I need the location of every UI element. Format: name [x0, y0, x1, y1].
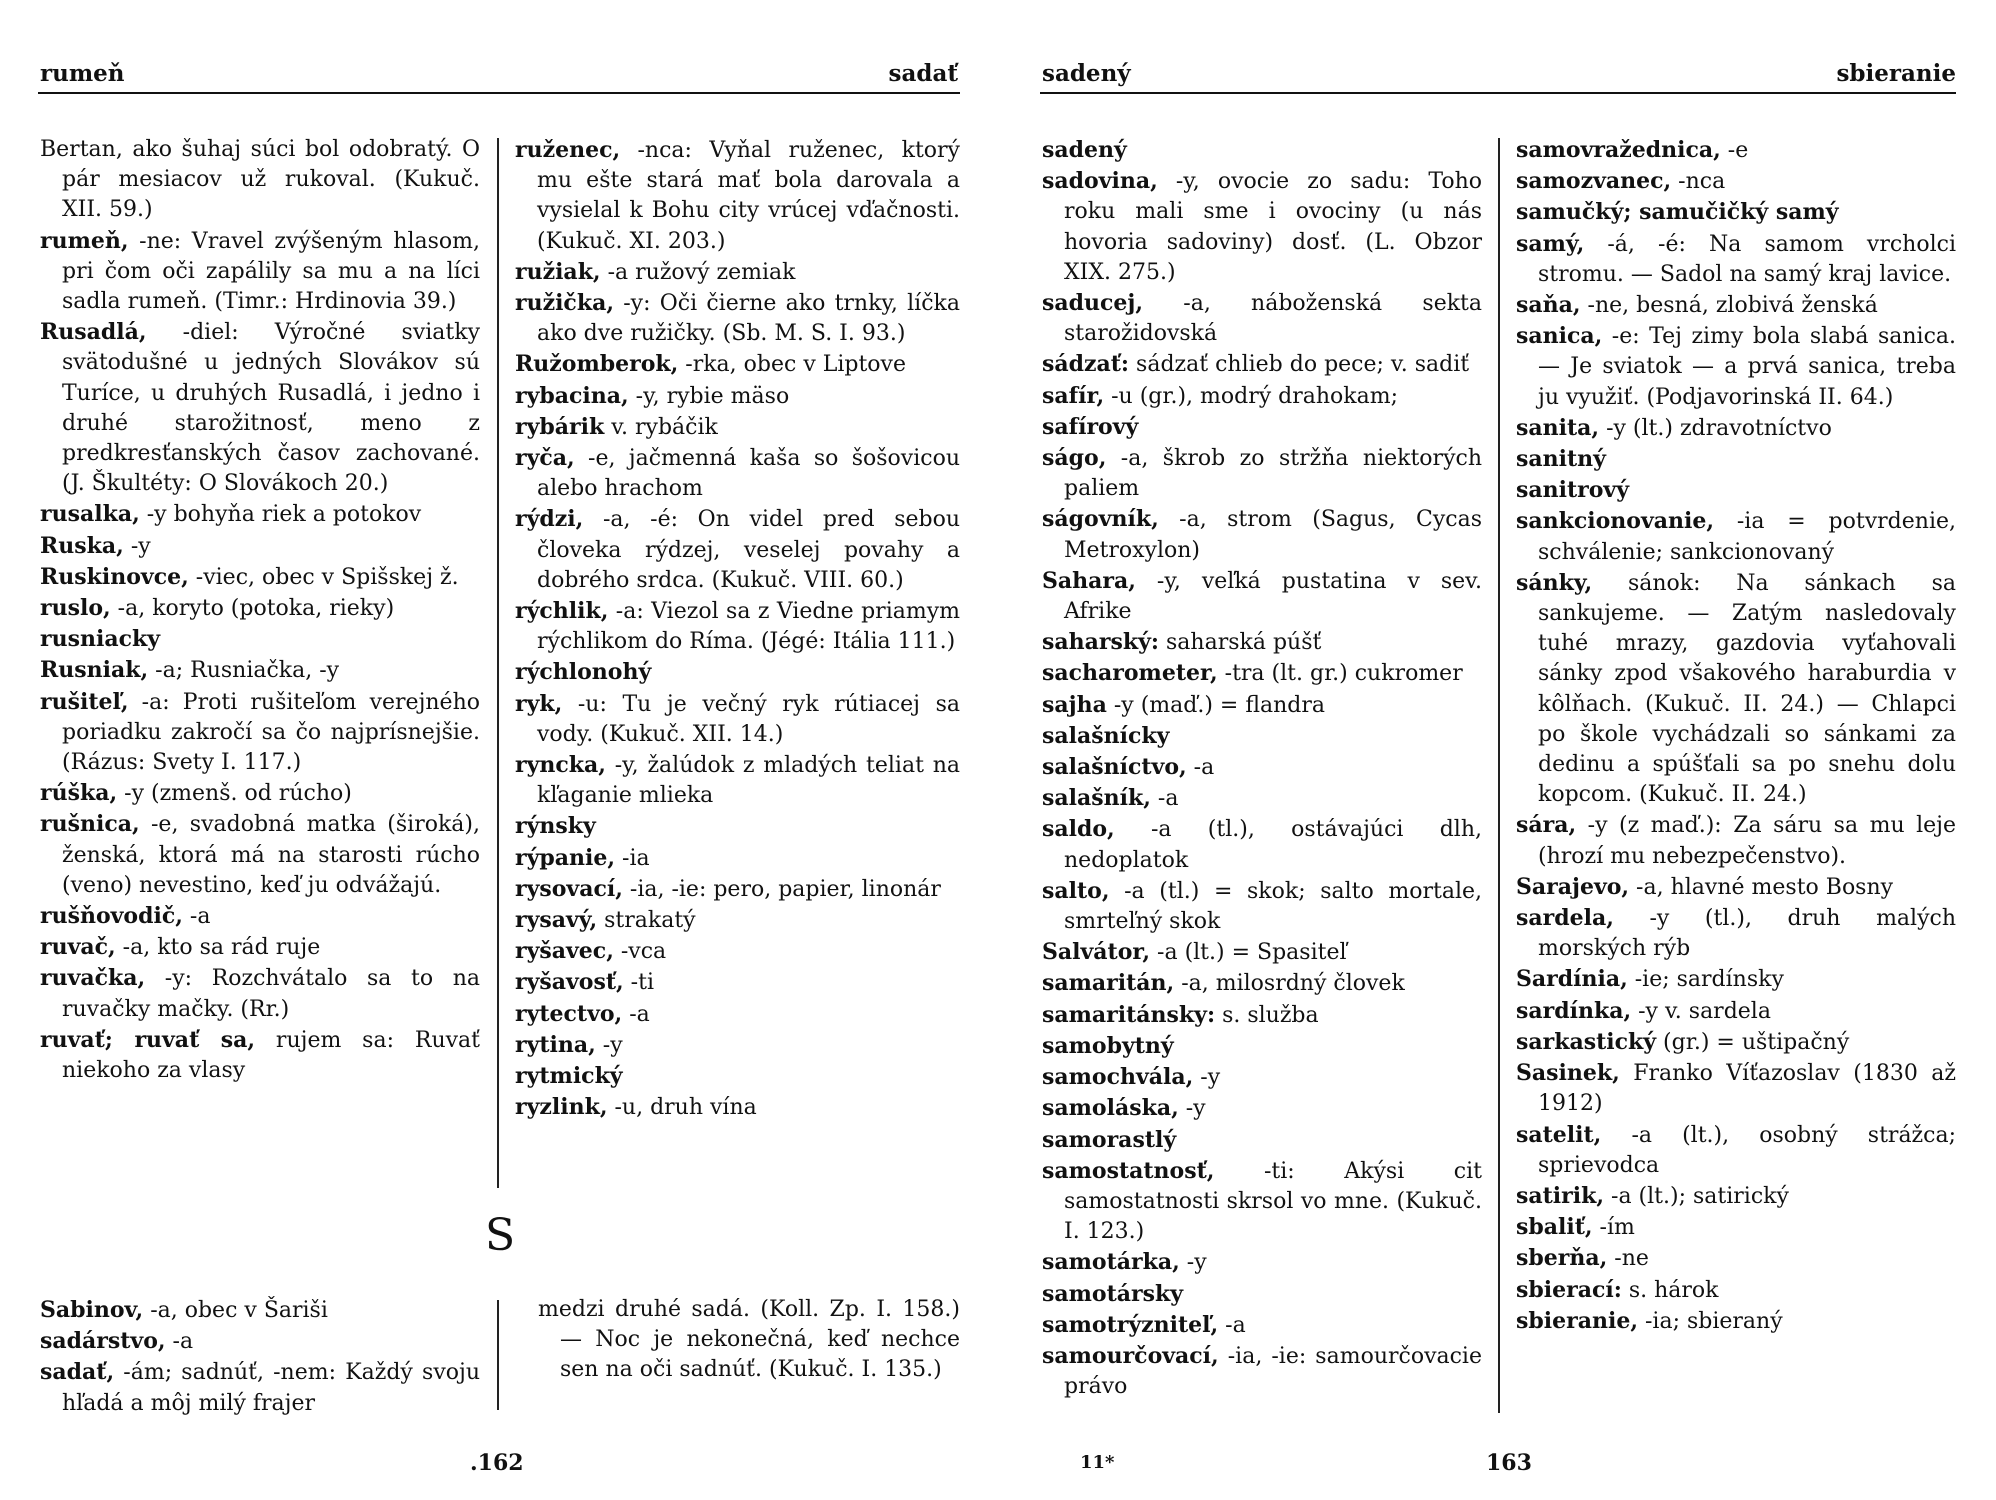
entry-definition: -ti — [623, 970, 654, 996]
entry-definition: -y — [1178, 1096, 1206, 1122]
entry-headword: samotárka, — [1042, 1249, 1180, 1276]
dictionary-entry — [1042, 721, 1482, 752]
dictionary-entry — [40, 1295, 480, 1326]
dictionary-entry — [515, 412, 960, 443]
entry-definition: -y v. sardela — [1631, 998, 1771, 1024]
dictionary-entry — [1042, 166, 1482, 288]
entry-headword: satelit, — [1516, 1121, 1602, 1148]
entry-definition: -viec, obec v Spišskej ž. — [188, 564, 459, 590]
dictionary-entry — [1042, 381, 1482, 412]
entry-definition: -a, hlavné mesto Bosny — [1629, 874, 1894, 900]
entry-definition: -a — [1186, 755, 1215, 781]
dictionary-entry — [1516, 1212, 1956, 1243]
dictionary-entry — [1042, 752, 1482, 783]
dictionary-entry — [40, 1326, 480, 1357]
entry-headword: sardela, — [1516, 905, 1614, 932]
entry-headword: samorastlý — [1042, 1126, 1177, 1153]
entry-definition: -y (z maď.): Za sáru sa mu leje (hrozí mu nebezpečenstvo). — [1538, 813, 1956, 869]
entry-headword: ryzlink, — [515, 1094, 608, 1121]
entry-definition: -nca: Vyňal ruženec, ktorý mu ešte stará mať bola darovala a vysielal k Bohu city vrúcej vďačnosti. (Kukuč. XI. 203.) — [537, 138, 960, 254]
right-page — [998, 0, 1996, 1500]
entry-headword: samourčovací, — [1042, 1342, 1219, 1369]
entry-definition: -a, škrob zo stržňa niektorých paliem — [1064, 446, 1482, 502]
header-rule — [38, 92, 960, 94]
dictionary-entry — [1042, 443, 1482, 504]
entry-headword: rušnica, — [40, 811, 140, 838]
entry-headword: Rusadlá, — [40, 319, 147, 346]
entry-headword: saharský: — [1042, 629, 1160, 656]
dictionary-entry — [1042, 1062, 1482, 1093]
dictionary-entry — [1042, 814, 1482, 875]
dictionary-entry — [1042, 968, 1482, 999]
dictionary-entry — [1516, 475, 1956, 506]
running-head-right: sbieranie — [1836, 60, 1956, 87]
entry-definition: -nca — [1671, 169, 1726, 195]
entry-headword: rysovací, — [515, 875, 623, 902]
header-rule — [1040, 92, 1956, 94]
entry-headword: sanitrový — [1516, 477, 1629, 504]
entry-headword: saldo, — [1042, 816, 1115, 843]
dictionary-entry — [515, 504, 960, 596]
dictionary-entry — [1042, 783, 1482, 814]
entry-definition: -a; Rusniačka, -y — [148, 658, 340, 684]
dictionary-entry — [40, 778, 480, 809]
entry-definition: -ám; sadnúť, -nem: Každý svoju hľadá a môj milý frajer — [62, 1360, 480, 1416]
dictionary-entry — [515, 657, 960, 688]
entry-definition: -ím — [1592, 1215, 1635, 1241]
entry-headword: Sasinek, — [1516, 1060, 1620, 1087]
entry-definition: -a, náboženská sekta starožidovská — [1064, 291, 1482, 347]
entry-definition: rujem sa: Ruvať niekoho za vlasy — [62, 1027, 480, 1084]
entry-definition: -a: Proti rušiteľom verejného poriadku zakročí sa čo najprísnejšie. (Rázus: Svety I. 117.) — [62, 689, 480, 776]
dictionary-entry — [1516, 229, 1956, 290]
running-head-left: sadený — [1042, 60, 1131, 87]
entry-headword: sarkastický — [1516, 1028, 1657, 1055]
entry-definition: -a, obec v Šariši — [143, 1298, 328, 1323]
entry-headword: sbaliť, — [1516, 1214, 1593, 1241]
entry-headword: ryk, — [515, 690, 563, 717]
entry-headword: sbieranie, — [1516, 1307, 1638, 1334]
dictionary-entry — [1516, 996, 1956, 1027]
entry-headword: sanitný — [1516, 446, 1606, 473]
dictionary-entry — [1042, 412, 1482, 443]
dictionary-entry — [1516, 290, 1956, 321]
entry-definition: -a — [622, 1001, 650, 1027]
entry-definition: -a — [1150, 786, 1179, 812]
entry-headword: salašnícky — [1042, 722, 1170, 749]
dictionary-entry — [515, 874, 960, 905]
entry-headword: ruslo, — [40, 595, 111, 622]
entry-headword: rušiteľ, — [40, 688, 129, 715]
dictionary-entry — [40, 499, 480, 530]
dictionary-entry — [515, 967, 960, 998]
dictionary-entry — [1516, 903, 1956, 964]
entry-definition: -y (lt.) zdravotníctvo — [1599, 415, 1832, 441]
entry-headword: samoláska, — [1042, 1095, 1179, 1122]
dictionary-entry — [1516, 321, 1956, 413]
entry-definition: Bertan, ako šuhaj súci bol odobratý. O pár mesiacov už rukoval. (Kukuč. XII. 59.) — [40, 137, 480, 223]
entry-definition: -a: Viezol sa z Viedne priamym rýchlikom do Ríma. (Jégé: Itália 111.) — [537, 599, 960, 655]
dictionary-entry — [1516, 197, 1956, 228]
entry-headword: safír, — [1042, 382, 1105, 409]
entry-definition: -y — [1179, 1250, 1207, 1276]
dictionary-entry — [515, 257, 960, 288]
entry-definition: -a, strom (Sagus, Cycas Metroxylon) — [1064, 507, 1482, 563]
dictionary-entry — [40, 624, 480, 655]
entry-headword: ryncka, — [515, 752, 606, 779]
page-number: .162 — [470, 1450, 524, 1476]
entry-headword: sanica, — [1516, 323, 1603, 350]
entry-definition: v. rybáčik — [604, 414, 718, 440]
entry-headword: rýnsky — [515, 813, 596, 840]
entry-headword: Sabinov, — [40, 1297, 144, 1323]
dictionary-entry — [1042, 135, 1482, 166]
dictionary-entry — [1042, 1310, 1482, 1341]
entry-definition: -a (tl.), ostávajúci dlh, nedoplatok — [1064, 817, 1482, 873]
dictionary-entry — [515, 1030, 960, 1061]
entry-headword: rýpanie, — [515, 844, 616, 871]
entry-headword: samý, — [1516, 230, 1585, 257]
dictionary-entry — [40, 1357, 480, 1418]
entry-definition: -ie; sardínsky — [1627, 967, 1784, 993]
entry-headword: Sardínia, — [1516, 966, 1628, 993]
entry-headword: samozvanec, — [1516, 168, 1672, 195]
entry-headword: ruvať; ruvať sa, — [40, 1026, 256, 1053]
dictionary-entry — [40, 135, 480, 226]
left-column-2-continued — [538, 1295, 960, 1386]
page-number: 163 — [1486, 1450, 1532, 1476]
dictionary-entry — [40, 809, 480, 901]
dictionary-entry — [1042, 1031, 1482, 1062]
entry-definition: -á, -é: Na samom vrcholci stromu. — Sadol na samý kraj lavice. — [1538, 231, 1956, 287]
entry-definition: -a — [1218, 1312, 1246, 1338]
entry-definition: -rka, obec v Liptove — [678, 352, 907, 378]
entry-headword: rýchlik, — [515, 598, 609, 625]
entry-headword: rusalka, — [40, 501, 140, 528]
entry-headword: Ružomberok, — [515, 351, 679, 378]
dictionary-entry — [1042, 1247, 1482, 1278]
entry-headword: Ruska, — [40, 532, 124, 559]
entry-headword: rytectvo, — [515, 1000, 623, 1027]
entry-definition: -y bohyňa riek a potokov — [139, 502, 422, 528]
entry-headword: samotársky — [1042, 1280, 1184, 1307]
entry-headword: sára, — [1516, 812, 1577, 839]
entry-headword: rytina, — [515, 1031, 596, 1058]
entry-definition: s. služba — [1215, 1002, 1319, 1028]
entry-definition: -e, svadobná matka (široká), ženská, ktorá má na starosti rúcho (veno) nevestino, keď ju odvážajú. — [62, 812, 480, 898]
entry-headword: rysavý, — [515, 907, 598, 934]
dictionary-entry — [40, 1025, 480, 1086]
dictionary-entry — [515, 843, 960, 874]
entry-definition: -y — [123, 533, 151, 559]
entry-definition: -y (maď.) = flandra — [1106, 692, 1326, 718]
dictionary-entry — [1042, 876, 1482, 937]
entry-headword: ruženec, — [515, 137, 621, 163]
entry-headword: sbierací: — [1516, 1276, 1622, 1303]
entry-definition: -ia, -ie: pero, papier, linonár — [622, 876, 941, 902]
left-column-1-continued — [40, 1295, 480, 1419]
dictionary-entry — [40, 226, 480, 318]
entry-headword: rúška, — [40, 780, 118, 807]
entry-definition: (gr.) = uštipačný — [1656, 1029, 1850, 1055]
entry-headword: Ruskinovce, — [40, 563, 189, 590]
entry-headword: saducej, — [1042, 290, 1144, 317]
dictionary-entry — [1042, 566, 1482, 627]
entry-headword: satirik, — [1516, 1182, 1605, 1209]
dictionary-entry — [1042, 627, 1482, 658]
entry-definition: -a — [182, 904, 211, 930]
entry-headword: ryšavec, — [515, 938, 614, 965]
dictionary-entry — [40, 531, 480, 562]
entry-headword: sadovina, — [1042, 168, 1158, 195]
entry-headword: ružiak, — [515, 258, 601, 285]
dictionary-entry — [1042, 1000, 1482, 1031]
entry-definition: -a (tl.) = skok; salto mortale, smrteľný skok — [1064, 878, 1482, 935]
column-divider — [1498, 138, 1500, 1413]
dictionary-entry — [40, 593, 480, 624]
right-column-2 — [1516, 135, 1956, 1337]
dictionary-entry — [1516, 1306, 1956, 1337]
entry-headword: salašníctvo, — [1042, 754, 1187, 781]
dictionary-entry — [1042, 349, 1482, 380]
entry-headword: sajha — [1042, 691, 1107, 718]
entry-definition: -ne, besná, zlobivá ženská — [1580, 293, 1878, 319]
entry-headword: samobytný — [1042, 1032, 1174, 1059]
entry-definition: -e: Tej zimy bola slabá sanica. — Je sviatok — a prvá sanica, treba ju využiť. (Podjavorinská II. 64.) — [1538, 324, 1956, 410]
entry-headword: sádzať: — [1042, 351, 1130, 378]
dictionary-entry — [1042, 1125, 1482, 1156]
dictionary-entry — [515, 288, 960, 349]
entry-definition: -y, ovocie zo sadu: Toho roku mali sme i ovociny (u nás hovoria sadoviny) dosť. (L. Obzor XIX. 275.) — [1064, 169, 1482, 285]
entry-headword: sadárstvo, — [40, 1328, 166, 1355]
entry-definition: -y — [595, 1032, 623, 1058]
running-head-left: rumeň — [40, 60, 125, 87]
dictionary-entry — [40, 562, 480, 593]
entry-definition: -y (zmenš. od rúcho) — [117, 781, 352, 807]
entry-definition: -a (lt.); satirický — [1604, 1183, 1789, 1209]
entry-definition: saharská púšť — [1159, 630, 1322, 656]
entry-definition: -u: Tu je večný ryk rútiacej sa vody. (Kukuč. XII. 14.) — [537, 691, 960, 747]
entry-definition: -a, milosrdný človek — [1174, 971, 1405, 997]
section-letter: S — [485, 1210, 516, 1261]
dictionary-entry — [40, 901, 480, 932]
signature-mark: 11* — [1080, 1452, 1115, 1473]
entry-definition: -ne — [1607, 1246, 1649, 1272]
entry-definition: -a, kto sa rád ruje — [115, 935, 321, 961]
entry-headword: samaritánsky: — [1042, 1001, 1216, 1028]
dictionary-entry — [1516, 166, 1956, 197]
dictionary-entry — [1516, 568, 1956, 811]
entry-definition: -y: Oči čierne ako trnky, líčka ako dve ružičky. (Sb. M. S. I. 93.) — [537, 291, 960, 347]
entry-headword: rumeň, — [40, 227, 129, 254]
entry-definition: -ia = potvrdenie, schválenie; sankcionovaný — [1538, 509, 1956, 565]
entry-definition: -ne: Vravel zvýšeným hlasom, pri čom oči zapálily sa mu a na líci sadla rumeň. (Timr.: Hrdinovia 39.) — [62, 228, 480, 315]
dictionary-entry — [515, 999, 960, 1030]
entry-headword: Sarajevo, — [1516, 873, 1630, 900]
dictionary-entry — [515, 135, 960, 257]
entry-definition: -ti: Akýsi cit samostatnosti skrsol vo mne. (Kukuč. I. 123.) — [1064, 1158, 1482, 1245]
dictionary-entry — [1042, 1093, 1482, 1124]
entry-headword: samotrýzniteľ, — [1042, 1311, 1219, 1338]
dictionary-entry — [1516, 1058, 1956, 1119]
entry-headword: rýchlonohý — [515, 659, 652, 686]
entry-headword: rytmický — [515, 1063, 623, 1090]
entry-headword: ryča, — [515, 445, 575, 472]
entry-headword: Sahara, — [1042, 567, 1136, 594]
entry-headword: sanita, — [1516, 414, 1600, 441]
right-column-1 — [1042, 135, 1482, 1402]
entry-definition: -vca — [613, 939, 667, 965]
dictionary-entry — [1516, 1243, 1956, 1274]
dictionary-entry — [515, 936, 960, 967]
entry-definition: -ia, -ie: samourčovacie právo — [1064, 1343, 1482, 1400]
entry-headword: ságovník, — [1042, 506, 1159, 533]
dictionary-entry — [1516, 413, 1956, 444]
entry-headword: salašník, — [1042, 785, 1151, 812]
dictionary-entry — [515, 381, 960, 412]
dictionary-entry — [515, 689, 960, 750]
dictionary-entry — [1516, 135, 1956, 166]
entry-headword: sacharometer, — [1042, 660, 1218, 687]
dictionary-entry — [1042, 1341, 1482, 1402]
dictionary-entry — [1042, 658, 1482, 689]
entry-headword: samochvála, — [1042, 1064, 1194, 1091]
entry-headword: ruvač, — [40, 934, 116, 961]
entry-definition: -a (lt.), osobný strážca; sprievodca — [1538, 1122, 1956, 1178]
entry-headword: sberňa, — [1516, 1245, 1608, 1272]
dictionary-entry — [1042, 288, 1482, 349]
entry-definition: -e — [1720, 138, 1749, 163]
entry-definition: -a, -é: On videl pred sebou človeka rýdzej, veselej povahy a dobrého srdca. (Kukuč. VIII. 60.) — [537, 507, 960, 593]
dictionary-entry — [1516, 1275, 1956, 1306]
entry-definition: -diel: Výročné sviatky svätodušné u jedných Slovákov sú Turíce, u druhých Rusadlá, i jedno i druhé starožitnosť, meno z predkresťanských časov zachované. (J. Škultéty: O Slovákoch 20.) — [62, 320, 480, 497]
dictionary-entry — [515, 349, 960, 380]
entry-definition: -y, rybie mäso — [628, 383, 790, 409]
entry-headword: samovražednica, — [1516, 137, 1721, 163]
entry-definition: sádzať chlieb do pece; v. sadiť — [1129, 352, 1470, 378]
entry-definition: -e, jačmenná kaša so šošovicou alebo hrachom — [537, 446, 960, 502]
entry-definition: sánok: Na sánkach sa sankujeme. — Zatým nasledovaly tuhé mrazy, gazdovia vyťahovali sánky zpod všakového haraburdia v kôlňach. (Kukuč. II. 24.) — Chlapci po škole vychádzali so sánkami za dedinu a spúšťali sa po snehu dolu kopcom. (Kukuč. II. 24.) — [1538, 570, 1956, 808]
dictionary-entry — [515, 905, 960, 936]
entry-headword: sadať, — [40, 1359, 115, 1386]
left-column-1 — [40, 135, 480, 1086]
entry-definition: -u (gr.), modrý drahokam; — [1104, 383, 1399, 409]
entry-definition: -tra (lt. gr.) cukromer — [1217, 661, 1463, 687]
entry-definition: -u, druh vína — [607, 1095, 757, 1121]
entry-definition: strakatý — [597, 908, 696, 934]
dictionary-entry — [515, 811, 960, 842]
dictionary-entry — [1042, 937, 1482, 968]
dictionary-entry — [1516, 810, 1956, 871]
column-divider-lower — [497, 1300, 499, 1410]
dictionary-entry — [515, 1092, 960, 1123]
entry-headword: ryšavosť, — [515, 969, 624, 996]
entry-definition: -ia — [615, 845, 650, 871]
dictionary-entry — [515, 596, 960, 657]
entry-definition: -a, koryto (potoka, rieky) — [110, 596, 395, 622]
dictionary-entry — [1042, 504, 1482, 565]
running-head-right: sadať — [888, 60, 958, 87]
entry-headword: rybárik — [515, 413, 605, 440]
entry-headword: salto, — [1042, 877, 1110, 904]
dictionary-entry — [1516, 872, 1956, 903]
dictionary-entry — [1516, 444, 1956, 475]
column-divider — [497, 138, 499, 1188]
entry-headword: Rusniak, — [40, 657, 149, 684]
dictionary-entry — [1516, 1120, 1956, 1181]
entry-headword: Salvátor, — [1042, 939, 1151, 966]
dictionary-entry — [1516, 964, 1956, 995]
entry-headword: rusniacky — [40, 626, 161, 653]
entry-headword: samučký; samučičký samý — [1516, 199, 1839, 226]
entry-definition: -y, veľká pustatina v sev. Afrike — [1064, 568, 1482, 625]
entry-headword: sadený — [1042, 137, 1127, 163]
dictionary-entry — [1042, 1279, 1482, 1310]
entry-definition: -y: Rozchvátalo sa to na ruvačky mačky. (Rr.) — [62, 966, 480, 1022]
entry-headword: rybacina, — [515, 382, 629, 409]
entry-headword: safírový — [1042, 413, 1139, 440]
entry-definition: Franko Víťazoslav (1830 až 1912) — [1538, 1061, 1956, 1117]
dictionary-entry — [1516, 1027, 1956, 1058]
dictionary-entry — [40, 317, 480, 499]
left-column-2 — [515, 135, 960, 1124]
entry-definition: -y (tl.), druh malých morských rýb — [1538, 906, 1956, 962]
dictionary-entry — [40, 932, 480, 963]
entry-headword: sánky, — [1516, 569, 1593, 596]
entry-headword: samostatnosť, — [1042, 1157, 1215, 1184]
entry-headword: sankcionovanie, — [1516, 508, 1715, 535]
dictionary-entry — [40, 963, 480, 1024]
entry-headword: saňa, — [1516, 292, 1581, 319]
dictionary-entry — [1042, 1156, 1482, 1248]
entry-definition: -y, žalúdok z mladých teliat na kľaganie mlieka — [537, 753, 960, 809]
entry-definition: -a — [165, 1329, 194, 1355]
entry-definition: medzi druhé sadá. (Koll. Zp. I. 158.) — Noc je nekonečná, keď nechce sen na oči sadnúť. (Kukuč. I. 135.) — [538, 1297, 960, 1383]
entry-headword: rušňovodič, — [40, 903, 183, 930]
entry-definition: -a ružový zemiak — [600, 259, 796, 285]
entry-headword: ružička, — [515, 290, 614, 317]
entry-headword: samaritán, — [1042, 970, 1175, 997]
dictionary-entry — [515, 750, 960, 811]
dictionary-entry — [538, 1295, 960, 1386]
entry-headword: ságo, — [1042, 445, 1107, 472]
dictionary-entry — [515, 443, 960, 504]
dictionary-entry — [40, 687, 480, 779]
entry-definition: s. hárok — [1621, 1277, 1719, 1303]
dictionary-entry — [515, 1061, 960, 1092]
entry-headword: sardínka, — [1516, 997, 1632, 1024]
dictionary-entry — [1516, 1181, 1956, 1212]
entry-headword: rýdzi, — [515, 506, 584, 533]
entry-definition: -y — [1193, 1065, 1221, 1091]
entry-headword: ruvačka, — [40, 965, 146, 992]
entry-definition: -a (lt.) = Spasiteľ — [1150, 940, 1347, 966]
dictionary-entry — [1516, 506, 1956, 567]
dictionary-entry — [1042, 690, 1482, 721]
dictionary-entry — [40, 655, 480, 686]
entry-definition: -ia; sbieraný — [1637, 1308, 1783, 1334]
